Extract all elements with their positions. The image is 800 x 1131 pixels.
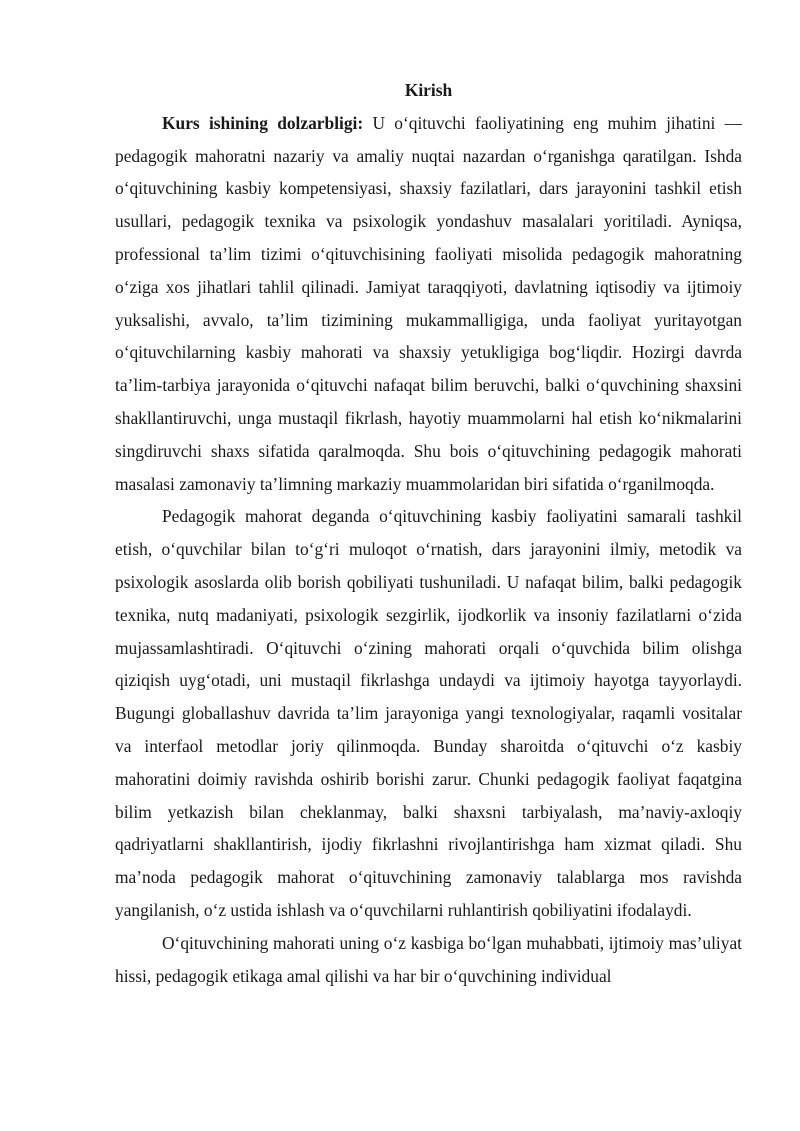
paragraph-continued: O‘qituvchining mahorati uning o‘z kasbiga bo‘lgan muhabbati, ijtimoiy mas’uliyat hissi, pedagogik etikaga amal qilishi va har bir o‘quvchining individual [115, 932, 742, 986]
paragraph-lead: Kurs ishining dolzarbligi: [162, 112, 364, 133]
section-heading: Kirish [404, 80, 453, 100]
paragraph-definition: Pedagogik mahorat deganda o‘qituvchining kasbiy faoliyatini samarali tashkil etish, o‘quvchilar bilan to‘g‘ri muloqot o‘rnatish, dars jarayonini ilmiy, metodik va psixologik asoslarda olib borish qobiliyati tushuniladi. U nafaqat bilim, balki pedagogik texnika, nutq madaniyati, psixologik sezgirlik, ijodkorlik va insoniy fazilatlarni o‘zida mujassamlashtiradi. O‘qituvchi o‘zining mahorati orqali o‘quvchida bilim olishga qiziqish uyg‘otadi, uni mustaqil fikrlashga undaydi va ijtimoiy hayotga tayyorlaydi. Bugungi globallashuv davrida ta’lim jarayoniga yangi texnologiyalar, raqamli vositalar va interfaol metodlar joriy qilinmoqda. Bunday sharoitda o‘qituvchi o‘z kasbiy mahoratini doimiy ravishda oshirib borishi zarur. Chunki pedagogik faoliyat faqatgina bilim yetkazish bilan cheklanmay, balki shaxsni tarbiyalash, ma’naviy-axloqiy qadriyatlarni shakllantirish, ijodiy fikrlashni rivojlantirishga ham xizmat qiladi. Shu ma’noda pedagogik mahorat o‘qituvchining zamonaviy talablarga mos ravishda yangilanish, o‘z ustida ishlash va o‘quvchilarni ruhlantirish qobiliyatini ifodalaydi. [115, 506, 742, 920]
paragraph-relevance [115, 107, 742, 501]
document-page [115, 74, 742, 992]
paragraph-text: U o‘qituvchi faoliyatining eng muhim jihatini — pedagogik mahoratni nazariy va amaliy nuqtai nazardan o‘rganishga qaratilgan. Ishda o‘qituvchining kasbiy kompetensiyasi, shaxsiy fazilatlari, dars jarayonini tashkil etish usullari, pedagogik texnika va psixologik yondashuv masalalari yoritiladi. Ayniqsa, professional ta’lim tizimi o‘qituvchisining faoliyati misolida pedagogik mahoratning o‘ziga xos jihatlari tahlil qilinadi. Jamiyat taraqqiyoti, davlatning iqtisodiy va ijtimoiy yuksalishi, avvalo, ta’lim tizimining mukammalligiga, unda faoliyat yuritayotgan o‘qituvchilarning kasbiy mahorati va shaxsiy yetukligiga bog‘liqdir. Hozirgi davrda ta’lim-tarbiya jarayonida o‘qituvchi nafaqat bilim beruvchi, balki o‘quvchining shaxsini shakllantiruvchi, unga mustaqil fikrlash, hayotiy muammolarni hal etish ko‘nikmalarini singdiruvchi shaxs sifatida qaralmoqda. Shu bois o‘qituvchining pedagogik mahorati masalasi zamonaviy ta’limning markaziy muammolaridan biri sifatida o‘rganilmoqda. [115, 112, 742, 494]
